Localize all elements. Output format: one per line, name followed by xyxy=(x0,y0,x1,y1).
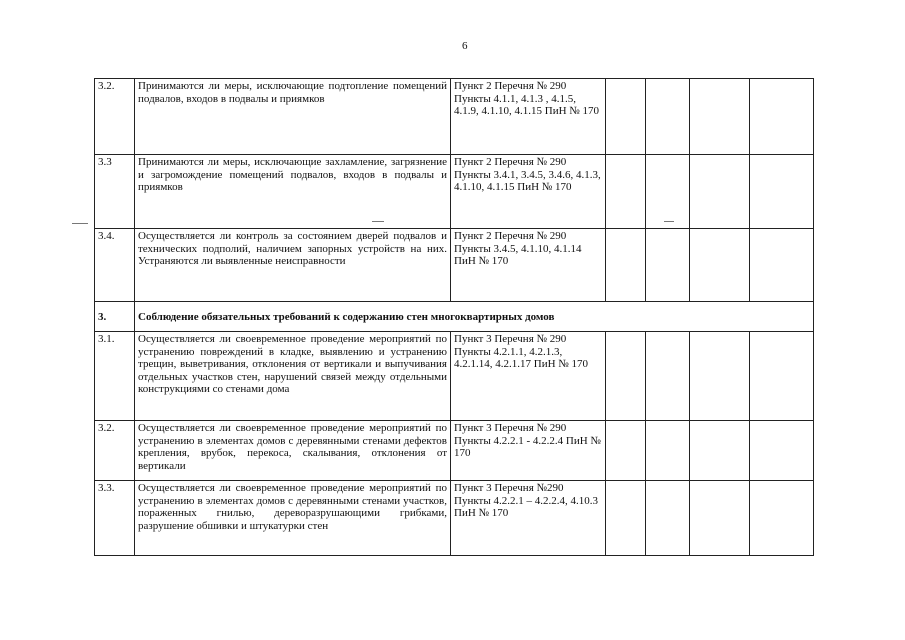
answer-cell xyxy=(690,229,750,302)
reference-text: Пункт 2 Перечня № 290 Пункты 3.4.5, 4.1.10, 4.1.14 ПиН № 170 xyxy=(451,229,606,302)
answer-cell xyxy=(690,481,750,556)
answer-cell xyxy=(750,421,814,481)
row-number: 3.3 xyxy=(95,155,135,229)
row-number: 3.3. xyxy=(95,481,135,556)
answer-cell xyxy=(646,155,690,229)
question-text: Осуществляется ли контроль за состоянием дверей подвалов и технических подполий, наличием запорных устройств на них. Устраняются ли выявленные неисправности xyxy=(135,229,451,302)
row-number: 3.4. xyxy=(95,229,135,302)
question-text: Принимаются ли меры, исключающие подтопление помещений подвалов, входов в подвалы и приямков xyxy=(135,79,451,155)
answer-cell xyxy=(750,229,814,302)
table-row xyxy=(95,79,814,155)
reference-text: Пункт 3 Перечня № 290 Пункты 4.2.2.1 - 4.2.2.4 ПиН № 170 xyxy=(451,421,606,481)
section-title: Соблюдение обязательных требований к содержанию стен многоквартирных домов xyxy=(135,302,814,332)
table-row xyxy=(95,481,814,556)
answer-cell xyxy=(606,229,646,302)
table-row xyxy=(95,332,814,421)
answer-cell xyxy=(750,155,814,229)
answer-cell xyxy=(750,79,814,155)
requirements-table xyxy=(94,78,814,556)
row-number: 3.2. xyxy=(95,79,135,155)
table-row xyxy=(95,229,814,302)
reference-text: Пункт 3 Перечня №290 Пункты 4.2.2.1 – 4.2.2.4, 4.10.3 ПиН № 170 xyxy=(451,481,606,556)
question-text: Принимаются ли меры, исключающие захламление, загрязнение и загромождение помещений подвалов, входов в подвалы и приямков xyxy=(135,155,451,229)
answer-cell xyxy=(646,229,690,302)
question-text: Осуществляется ли своевременное проведение мероприятий по устранению повреждений в кладке, выявлению и устранению трещин, выветривания, отклонения от вертикали и выпучивания отдельных участков стен, нарушений связей между отдельными конструкциями со стенами дома xyxy=(135,332,451,421)
answer-cell xyxy=(606,481,646,556)
answer-cell xyxy=(750,481,814,556)
answer-cell xyxy=(646,421,690,481)
answer-cell xyxy=(646,481,690,556)
section-header-row xyxy=(95,302,814,332)
question-text: Осуществляется ли своевременное проведение мероприятий по устранению в элементах домов с деревянными стенами дефектов крепления, врубок, перекоса, скалывания, отклонения от вертикали xyxy=(135,421,451,481)
table-row xyxy=(95,421,814,481)
answer-cell xyxy=(606,332,646,421)
question-text: Осуществляется ли своевременное проведение мероприятий по устранению в элементах домов с деревянными стенами участков, пораженных гнилью, дереворазрушающими грибками, разрушение обшивки и штукатурки стен xyxy=(135,481,451,556)
page-number: 6 xyxy=(462,40,468,52)
answer-cell xyxy=(606,421,646,481)
answer-cell xyxy=(606,79,646,155)
answer-cell xyxy=(646,79,690,155)
section-number: 3. xyxy=(95,302,135,332)
answer-cell xyxy=(690,155,750,229)
scan-mark xyxy=(72,223,88,224)
row-number: 3.1. xyxy=(95,332,135,421)
reference-text: Пункт 2 Перечня № 290 Пункты 4.1.1, 4.1.3 , 4.1.5, 4.1.9, 4.1.10, 4.1.15 ПиН № 170 xyxy=(451,79,606,155)
answer-cell xyxy=(750,332,814,421)
reference-text: Пункт 2 Перечня № 290 Пункты 3.4.1, 3.4.5, 3.4.6, 4.1.3, 4.1.10, 4.1.15 ПиН № 170 xyxy=(451,155,606,229)
row-number: 3.2. xyxy=(95,421,135,481)
reference-text: Пункт 3 Перечня № 290 Пункты 4.2.1.1, 4.2.1.3, 4.2.1.14, 4.2.1.17 ПиН № 170 xyxy=(451,332,606,421)
answer-cell xyxy=(690,79,750,155)
table-row xyxy=(95,155,814,229)
answer-cell xyxy=(690,332,750,421)
answer-cell xyxy=(690,421,750,481)
answer-cell xyxy=(606,155,646,229)
answer-cell xyxy=(646,332,690,421)
